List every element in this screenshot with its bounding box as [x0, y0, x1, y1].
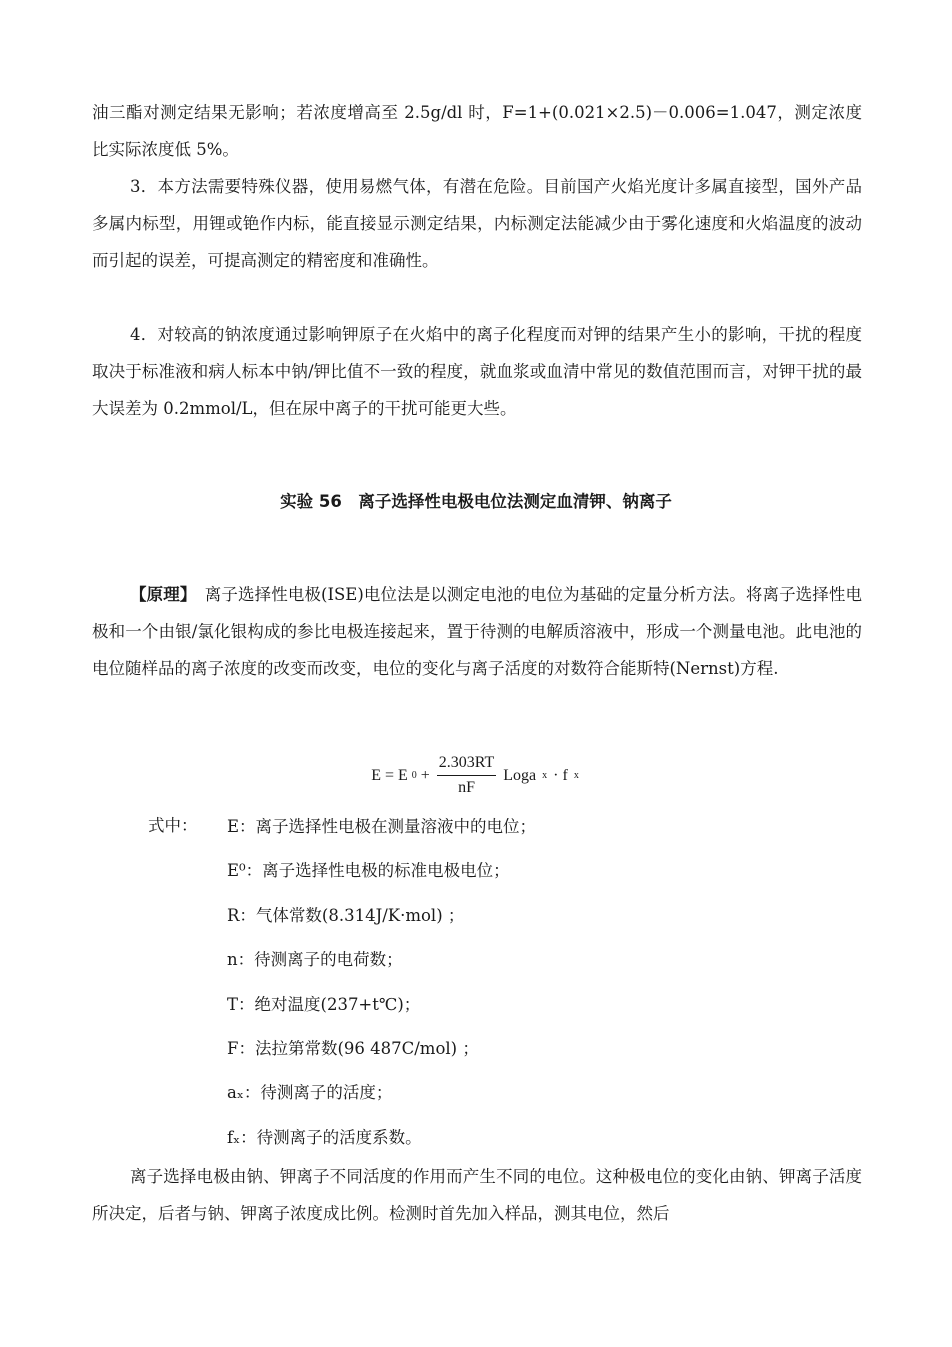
definition-item: n：待测离子的电荷数；: [227, 950, 403, 970]
paragraph-note-3: [92, 168, 862, 279]
principle-paragraph: [92, 576, 862, 687]
equation-subscript: x: [542, 770, 548, 781]
nernst-equation: [0, 752, 952, 799]
definition-item: fₓ：待测离子的活度系数。: [227, 1127, 422, 1147]
equation-lhs: E = E: [371, 766, 408, 784]
equation-plus: +: [420, 766, 430, 784]
fraction-denominator: nF: [458, 779, 475, 796]
equation-row: [371, 752, 581, 799]
equation-fraction: [437, 752, 496, 799]
principle-text-block: [92, 576, 862, 687]
paragraph-text: 4．对较高的钠浓度通过影响钾原子在火焰中的离子化程度而对钾的结果产生小的影响，干扰的程度取决于标准液和病人标本中钠/钾比值不一致的程度，就血浆或血清中常见的数值范围而言，对钾干扰的最大误差为 0.2mmol/L，但在尿中离子的干扰可能更大些。: [92, 325, 862, 418]
definition-item: aₓ：待测离子的活度；: [227, 1083, 393, 1103]
paragraph-continuation: [92, 94, 862, 168]
equation-superscript: 0: [411, 770, 417, 781]
definitions-list: [227, 812, 536, 1167]
definition-item: E：离子选择性电极在测量溶液中的电位；: [227, 817, 537, 836]
equation-subscript: x: [573, 770, 579, 781]
paragraph-electrode: [92, 1158, 862, 1232]
definition-item: E⁰：离子选择性电极的标准电极电位；: [227, 861, 510, 881]
equation-log: Loga: [503, 766, 537, 784]
definition-item: T：绝对温度(237+t℃)；: [227, 994, 421, 1014]
fraction-numerator: 2.303RT: [437, 752, 496, 776]
section-title: 实验 56 离子选择性电极电位法测定血清钾、钠离子: [280, 492, 672, 511]
paragraph-text: 3．本方法需要特殊仪器，使用易燃气体，有潜在危险。目前国产火焰光度计多属直接型，国外产品多属内标型，用锂或铯作内标，能直接显示测定结果，内标测定法能减少由于雾化速度和火焰温度的波动而引起的误差，可提高测定的精密度和准确性。: [92, 177, 862, 270]
paragraph-text: 油三酯对测定结果无影响；若浓度增高至 2.5g/dl 时，F=1+(0.021×2.5)－0.006=1.047，测定浓度比实际浓度低 5%。: [92, 103, 862, 159]
equation-activity-coefficient: · f: [553, 766, 568, 784]
definitions-label: 式中：: [148, 816, 198, 835]
paragraph-text: 离子选择电极由钠、钾离子不同活度的作用而产生不同的电位。这种极电位的变化由钠、钾离子活度所决定，后者与钠、钾离子浓度成比例。检测时首先加入样品，测其电位，然后: [92, 1167, 862, 1223]
paragraph-note-4: [92, 316, 862, 427]
principle-tag: 【原理】: [130, 585, 189, 604]
definition-item: R：气体常数(8.314J/K·mol) ；: [227, 905, 465, 925]
definition-item: F：法拉第常数(96 487C/mol) ；: [227, 1038, 479, 1058]
principle-text: 离子选择性电极(ISE)电位法是以测定电池的电位为基础的定量分析方法。将离子选择性电极和一个由银/氯化银构成的参比电极连接起来，置于待测的电解质溶液中，形成一个测量电池。此电池的电位随样品的离子浓度的改变而改变，电位的变化与离子活度的对数符合能斯特(Nernst)方程.: [92, 585, 862, 678]
